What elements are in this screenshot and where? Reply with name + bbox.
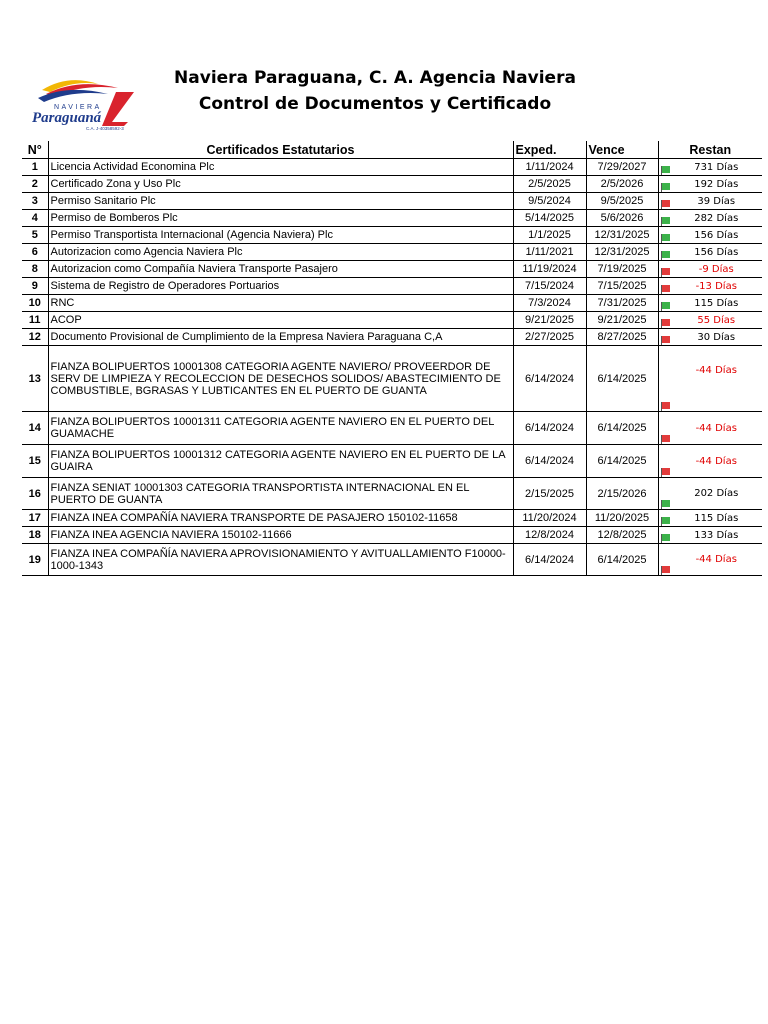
col-header-certificates: Certificados Estatutarios — [48, 141, 513, 159]
days-remaining-cell — [658, 510, 762, 527]
expiry-date: 12/31/2025 — [586, 227, 658, 244]
days-remaining-cell — [658, 278, 762, 295]
row-number: 19 — [22, 544, 48, 576]
row-number: 4 — [22, 210, 48, 227]
days-remaining-cell — [658, 346, 762, 412]
row-number: 18 — [22, 527, 48, 544]
days-remaining: 133 Días — [694, 529, 739, 541]
table-row — [22, 329, 762, 346]
row-number: 15 — [22, 445, 48, 478]
green-flag-icon — [661, 166, 670, 173]
table-row — [22, 159, 762, 176]
table-row — [22, 261, 762, 278]
days-remaining-cell — [658, 329, 762, 346]
days-remaining-cell — [658, 261, 762, 278]
expiry-date: 7/31/2025 — [586, 295, 658, 312]
expiry-date: 8/27/2025 — [586, 329, 658, 346]
green-flag-icon — [661, 234, 670, 241]
table-header-row — [22, 141, 762, 159]
days-remaining-cell — [658, 478, 762, 510]
days-remaining-cell — [658, 312, 762, 329]
table-row — [22, 227, 762, 244]
logo-swoosh-blue — [38, 90, 108, 102]
days-remaining: 55 Días — [697, 314, 736, 326]
red-flag-icon — [661, 435, 670, 442]
row-number: 16 — [22, 478, 48, 510]
table-row — [22, 346, 762, 412]
days-remaining-cell — [658, 544, 762, 576]
red-flag-icon — [661, 468, 670, 475]
row-number: 1 — [22, 159, 48, 176]
days-remaining: -44 Días — [695, 365, 737, 376]
row-number: 17 — [22, 510, 48, 527]
certificate-name: Permiso de Bomberos Plc — [48, 210, 513, 227]
logo-text-top: NAVIERA — [54, 104, 102, 111]
row-number: 10 — [22, 295, 48, 312]
certificate-name: FIANZA INEA COMPAÑÍA NAVIERA APROVISIONAMIENTO Y AVITUALLAMIENTO F10000-1000-1343 — [48, 544, 513, 576]
issue-date: 2/15/2025 — [513, 478, 586, 510]
row-number: 2 — [22, 176, 48, 193]
days-remaining: 731 Días — [694, 161, 739, 173]
issue-date: 7/15/2024 — [513, 278, 586, 295]
green-flag-icon — [661, 500, 670, 507]
certificate-name: ACOP — [48, 312, 513, 329]
issue-date: 1/11/2021 — [513, 244, 586, 261]
days-remaining: -44 Días — [695, 455, 737, 467]
green-flag-icon — [661, 302, 670, 309]
issue-date: 1/1/2025 — [513, 227, 586, 244]
days-remaining-cell — [658, 295, 762, 312]
certificate-name: Licencia Actividad Economina Plc — [48, 159, 513, 176]
days-remaining: -13 Días — [695, 280, 737, 292]
days-remaining: -44 Días — [695, 422, 737, 434]
expiry-date: 7/19/2025 — [586, 261, 658, 278]
expiry-date: 9/5/2025 — [586, 193, 658, 210]
days-remaining-cell — [658, 527, 762, 544]
row-number: 14 — [22, 412, 48, 445]
certificate-name: Autorizacion como Compañía Naviera Transporte Pasajero — [48, 261, 513, 278]
table-row — [22, 295, 762, 312]
green-flag-icon — [661, 517, 670, 524]
days-remaining-cell — [658, 445, 762, 478]
issue-date: 12/8/2024 — [513, 527, 586, 544]
days-remaining-cell — [658, 210, 762, 227]
col-header-restan: Restan — [689, 142, 732, 157]
issue-date: 11/19/2024 — [513, 261, 586, 278]
certificate-name: FIANZA BOLIPUERTOS 10001308 CATEGORIA AGENTE NAVIERO/ PROVEERDOR DE SERV DE LIMPIEZA Y RECOLECCION DE DESECHOS SOLIDOS/ ABASTECIMIENTO DE COMBUSTIBLE, BGRASAS Y LUBTICANTES EN EL PUERTO DE GUANTA — [48, 346, 513, 412]
red-flag-icon — [661, 402, 670, 409]
expiry-date: 12/8/2025 — [586, 527, 658, 544]
row-number: 13 — [22, 346, 48, 412]
row-number: 3 — [22, 193, 48, 210]
red-flag-icon — [661, 319, 670, 326]
table-row — [22, 544, 762, 576]
days-remaining: 192 Días — [694, 178, 739, 190]
certificate-name: FIANZA INEA AGENCIA NAVIERA 150102-11666 — [48, 527, 513, 544]
expiry-date: 6/14/2025 — [586, 346, 658, 412]
company-logo — [28, 72, 136, 134]
certificate-name: Permiso Sanitario Plc — [48, 193, 513, 210]
col-header-vence: Vence — [586, 141, 658, 159]
page-subtitle: Control de Documentos y Certificado — [198, 94, 552, 114]
row-number: 6 — [22, 244, 48, 261]
days-remaining-cell — [658, 227, 762, 244]
expiry-date: 6/14/2025 — [586, 412, 658, 445]
days-remaining: 156 Días — [694, 246, 739, 258]
days-remaining: 115 Días — [694, 512, 739, 524]
issue-date: 2/27/2025 — [513, 329, 586, 346]
days-remaining: 30 Días — [697, 331, 736, 343]
expiry-date: 7/15/2025 — [586, 278, 658, 295]
expiry-date: 5/6/2026 — [586, 210, 658, 227]
page-title: Naviera Paraguana, C. A. Agencia Naviera — [174, 68, 576, 88]
green-flag-icon — [661, 183, 670, 190]
table-body — [22, 159, 762, 576]
issue-date: 5/14/2025 — [513, 210, 586, 227]
table-row — [22, 412, 762, 445]
table-row — [22, 527, 762, 544]
table-row — [22, 312, 762, 329]
certificate-name: Sistema de Registro de Operadores Portuarios — [48, 278, 513, 295]
issue-date: 11/20/2024 — [513, 510, 586, 527]
certificate-name: RNC — [48, 295, 513, 312]
table-row — [22, 445, 762, 478]
days-remaining: -44 Días — [695, 554, 737, 565]
issue-date: 6/14/2024 — [513, 412, 586, 445]
col-header-exped: Exped. — [513, 141, 586, 159]
col-header-number: N° — [22, 141, 48, 159]
days-remaining: 282 Días — [694, 212, 739, 224]
days-remaining-cell — [658, 244, 762, 261]
issue-date: 2/5/2025 — [513, 176, 586, 193]
days-remaining-cell — [658, 412, 762, 445]
days-remaining: 156 Días — [694, 229, 739, 241]
certificate-name: Autorizacion como Agencia Naviera Plc — [48, 244, 513, 261]
documents-table — [22, 141, 762, 576]
expiry-date: 2/5/2026 — [586, 176, 658, 193]
issue-date: 1/11/2024 — [513, 159, 586, 176]
logo-chevron — [102, 92, 134, 126]
row-number: 9 — [22, 278, 48, 295]
issue-date: 9/5/2024 — [513, 193, 586, 210]
row-number: 11 — [22, 312, 48, 329]
certificate-name: Permiso Transportista Internacional (Agencia Naviera) Plc — [48, 227, 513, 244]
row-number: 12 — [22, 329, 48, 346]
certificate-name: FIANZA INEA COMPAÑÍA NAVIERA TRANSPORTE DE PASAJERO 150102-11658 — [48, 510, 513, 527]
expiry-date: 12/31/2025 — [586, 244, 658, 261]
days-remaining: 202 Días — [694, 488, 739, 499]
expiry-date: 7/29/2027 — [586, 159, 658, 176]
expiry-date: 9/21/2025 — [586, 312, 658, 329]
certificate-name: Documento Provisional de Cumplimiento de la Empresa Naviera Paraguana C,A — [48, 329, 513, 346]
green-flag-icon — [661, 217, 670, 224]
red-flag-icon — [661, 200, 670, 207]
issue-date: 9/21/2025 — [513, 312, 586, 329]
green-flag-icon — [661, 251, 670, 258]
days-remaining-cell — [658, 176, 762, 193]
issue-date: 6/14/2024 — [513, 544, 586, 576]
days-remaining: 39 Días — [697, 195, 736, 207]
issue-date: 6/14/2024 — [513, 346, 586, 412]
certificate-name: FIANZA BOLIPUERTOS 10001312 CATEGORIA AGENTE NAVIERO EN EL PUERTO DE LA GUAIRA — [48, 445, 513, 478]
expiry-date: 6/14/2025 — [586, 544, 658, 576]
table-row — [22, 193, 762, 210]
days-remaining: 115 Días — [694, 297, 739, 309]
expiry-date: 6/14/2025 — [586, 445, 658, 478]
table-row — [22, 278, 762, 295]
table-row — [22, 210, 762, 227]
certificate-name: FIANZA BOLIPUERTOS 10001311 CATEGORIA AGENTE NAVIERO EN EL PUERTO DEL GUAMACHE — [48, 412, 513, 445]
issue-date: 7/3/2024 — [513, 295, 586, 312]
red-flag-icon — [661, 285, 670, 292]
days-remaining: -9 Días — [698, 263, 734, 275]
green-flag-icon — [661, 534, 670, 541]
days-remaining-cell — [658, 159, 762, 176]
red-flag-icon — [661, 566, 670, 573]
issue-date: 6/14/2024 — [513, 445, 586, 478]
certificate-name: FIANZA SENIAT 10001303 CATEGORIA TRANSPORTISTA INTERNACIONAL EN EL PUERTO DE GUANTA — [48, 478, 513, 510]
expiry-date: 11/20/2025 — [586, 510, 658, 527]
expiry-date: 2/15/2026 — [586, 478, 658, 510]
row-number: 5 — [22, 227, 48, 244]
certificate-name: Certificado Zona y Uso Plc — [48, 176, 513, 193]
logo-text-rif: C.A. J-40358592-3 — [86, 126, 124, 131]
red-flag-icon — [661, 336, 670, 343]
days-remaining-cell — [658, 193, 762, 210]
table-row — [22, 176, 762, 193]
red-flag-icon — [661, 268, 670, 275]
table-row — [22, 510, 762, 527]
table-row — [22, 478, 762, 510]
table-row — [22, 244, 762, 261]
logo-text-main: Paraguaná — [32, 110, 102, 126]
row-number: 8 — [22, 261, 48, 278]
